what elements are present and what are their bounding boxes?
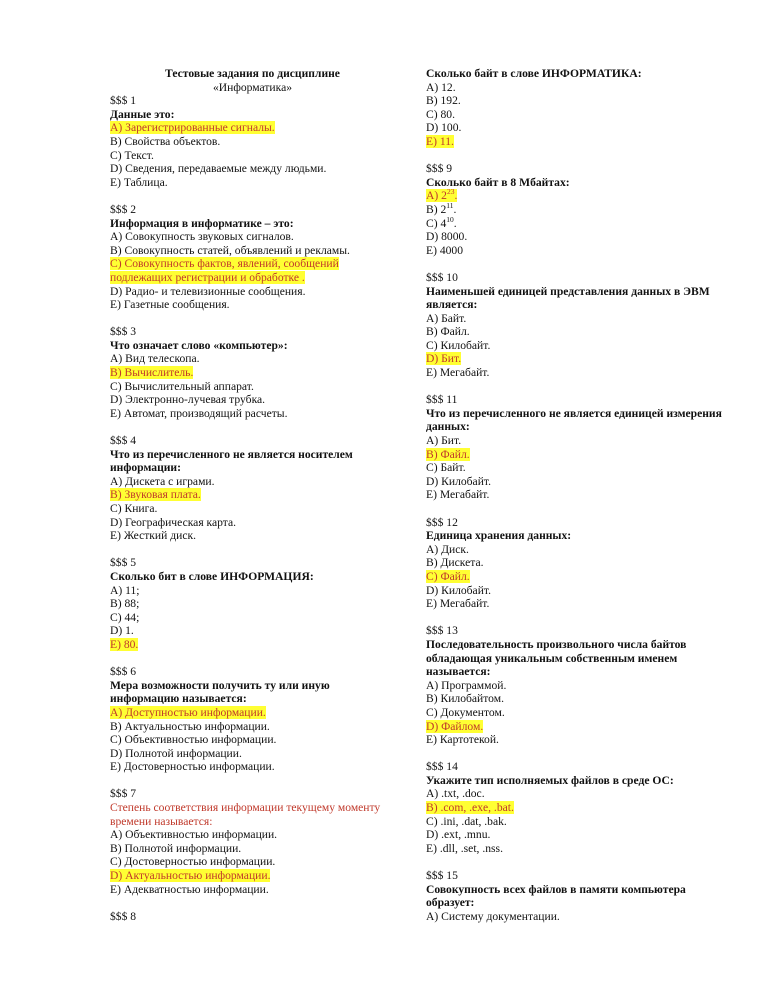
question-text: Наименьшей единицей представления данных в ЭВМ является: <box>426 284 710 312</box>
answer-e: E) 4000 <box>426 243 464 257</box>
answer-c: C) Документом. <box>426 705 505 719</box>
answer-e-correct: E) 11. <box>426 134 454 148</box>
question-number: $$$ 3 <box>110 325 137 339</box>
answer-d: D) Килобайт. <box>426 583 491 597</box>
answer-b-correct: B) Звуковая плата. <box>110 488 201 502</box>
question-number: $$$ 9 <box>426 162 453 176</box>
answer-b-correct: B) .com, .exe, .bat. <box>426 801 514 815</box>
answer-a-correct: A) Доступностью информации. <box>110 705 266 719</box>
answer-b: B) Совокупность статей, объявлений и рекламы. <box>110 243 350 257</box>
title-line-2: «Информатика» <box>212 80 293 94</box>
question-number: $$$ 12 <box>426 515 458 529</box>
question-11 <box>426 393 726 502</box>
question-number: $$$ 2 <box>110 202 137 216</box>
question-number: $$$ 11 <box>426 393 458 407</box>
answer-e: E) .dll, .set, .nss. <box>426 841 503 855</box>
answer-e: E) Автомат, производящий расчеты. <box>110 406 288 420</box>
question-3 <box>110 325 395 420</box>
answer-d: D) Географическая карта. <box>110 515 237 529</box>
answer-e: E) Адекватностью информации. <box>110 882 269 896</box>
answer-c: C) .ini, .dat, .bak. <box>426 814 507 828</box>
question-number: $$$ 4 <box>110 434 137 448</box>
answer-c: C) Текст. <box>110 148 154 162</box>
answer-b: B) $2^{11}$. <box>426 201 457 216</box>
answer-a: A) Диск. <box>426 542 469 556</box>
answer-d: D) .ext, .mnu. <box>426 828 491 842</box>
question-text: Сколько бит в слове ИНФОРМАЦИЯ: <box>110 569 314 583</box>
question-15 <box>426 869 726 923</box>
answer-a: A) Систему документации. <box>426 909 560 923</box>
answer-e: E) Картотекой. <box>426 733 499 747</box>
question-14 <box>426 760 726 855</box>
answer-a: A) Программой. <box>426 678 507 692</box>
right-column <box>426 67 726 923</box>
answer-e: E) Жесткий диск. <box>110 529 197 543</box>
answer-e-correct: E) 80. <box>110 637 139 651</box>
answer-a: A) 12. <box>426 80 456 94</box>
question-number: $$$ 7 <box>110 787 137 801</box>
answer-c: C) Килобайт. <box>426 338 491 352</box>
question-text: Данные это: <box>110 107 175 121</box>
answer-a: A) Вид телескопа. <box>110 352 200 366</box>
answer-e: E) Таблица. <box>110 175 168 189</box>
document-title <box>110 67 395 94</box>
question-7 <box>110 787 395 896</box>
answer-b: B) Полнотой информации. <box>110 841 242 855</box>
answer-d: D) 100. <box>426 121 462 135</box>
question-10 <box>426 271 726 380</box>
question-text: Степень соответствия информации текущему моменту времени называется: <box>110 801 381 828</box>
answer-a: A) .txt, .doc. <box>426 787 485 801</box>
answer-c-correct: C) Файл. <box>426 569 470 583</box>
question-text: Сколько байт в слове ИНФОРМАТИКА: <box>426 67 642 80</box>
question-8 <box>426 67 726 149</box>
question-1 <box>110 94 395 189</box>
question-text: Единица хранения данных: <box>426 529 572 543</box>
question-text: Информация в информатике – это: <box>110 216 294 230</box>
answer-c: C) $4^{10}$. <box>426 214 457 230</box>
answer-c: C) Объективностью информации. <box>110 733 277 747</box>
answer-e: E) Газетные сообщения. <box>110 298 230 312</box>
answer-d-correct: D) Файлом. <box>426 719 484 733</box>
question-number: $$$ 1 <box>110 94 137 108</box>
question-number: $$$ 14 <box>426 760 458 774</box>
answer-a: A) Объективностью информации. <box>110 828 278 842</box>
answer-a: A) Байт. <box>426 311 467 325</box>
answer-e: E) Мегабайт. <box>426 597 490 611</box>
question-text: Что из перечисленного не является носителем информации: <box>110 447 353 475</box>
answer-d: D) Полнотой информации. <box>110 746 242 760</box>
answer-b: B) Килобайтом. <box>426 692 504 706</box>
answer-d-correct: D) Бит. <box>426 352 462 366</box>
answer-b: B) Дискета. <box>426 556 484 570</box>
answer-d: D) Радио- и телевизионные сообщения. <box>110 284 306 298</box>
answer-b: B) Файл. <box>426 325 470 339</box>
answer-b-correct: B) Вычислитель. <box>110 366 194 380</box>
answer-a: A) 11; <box>110 583 140 597</box>
answer-b: B) Актуальностью информации. <box>110 719 270 733</box>
title-line-1: Тестовые задания по дисциплине <box>165 67 340 80</box>
question-number: $$$ 13 <box>426 624 458 638</box>
answer-b: B) 88; <box>110 597 140 611</box>
answer-a-correct: A) $2^{23}$. <box>426 187 458 203</box>
question-4 <box>110 434 395 543</box>
answer-b: B) 192. <box>426 94 461 108</box>
answer-a: A) Совокупность звуковых сигналов. <box>110 230 294 244</box>
question-number: $$$ 6 <box>110 665 137 679</box>
answer-a: A) Дискета с играми. <box>110 474 215 488</box>
question-text: Последовательность произвольного числа байтов обладающая уникальным собственным именем называется: <box>426 637 687 679</box>
answer-d: D) Сведения, передаваемые между людьми. <box>110 162 327 176</box>
answer-c: C) 80. <box>426 107 455 121</box>
question-text: Совокупность всех файлов в памяти компьютера образует: <box>426 882 686 910</box>
question-9 <box>426 162 726 257</box>
question-text: Укажите тип исполняемых файлов в среде ОС: <box>426 773 674 787</box>
question-13 <box>426 624 726 746</box>
answer-c: C) 44; <box>110 610 140 624</box>
question-number: $$$ 10 <box>426 270 458 284</box>
question-6 <box>110 665 395 774</box>
answer-a: A) Бит. <box>426 434 462 448</box>
answer-c: C) Байт. <box>426 461 466 475</box>
answer-a-correct: A) Зарегистрированные сигналы. <box>110 121 275 135</box>
question-text: Что означает слово «компьютер»: <box>110 338 288 352</box>
answer-c: C) Книга. <box>110 502 158 515</box>
answer-e: E) Мегабайт. <box>426 488 490 502</box>
question-5 <box>110 556 395 651</box>
answer-c: C) Вычислительный аппарат. <box>110 379 254 393</box>
question-text: Мера возможности получить ту или иную информацию называется: <box>110 678 330 706</box>
left-column <box>110 67 395 923</box>
question-text: Что из перечисленного не является единицей измерения данных: <box>426 406 722 434</box>
answer-b-correct: B) Файл. <box>426 447 470 461</box>
answer-d: D) 1. <box>110 624 134 638</box>
question-12 <box>426 516 726 611</box>
answer-e: E) Достоверностью информации. <box>110 760 275 774</box>
answer-d-correct: D) Актуальностью информации. <box>110 869 271 883</box>
answer-d: D) Электронно-лучевая трубка. <box>110 393 266 407</box>
answer-e: E) Мегабайт. <box>426 366 490 380</box>
question-number: $$$ 5 <box>110 556 137 570</box>
question-8-number: $$$ 8 <box>110 909 137 923</box>
answer-d: D) 8000. <box>426 230 468 244</box>
question-number: $$$ 15 <box>426 869 458 883</box>
answer-b: B) Свойства объектов. <box>110 134 221 148</box>
question-text: Сколько байт в 8 Мбайтах: <box>426 175 570 189</box>
answer-c: C) Достоверностью информации. <box>110 855 276 869</box>
question-2 <box>110 203 395 312</box>
answer-d: D) Килобайт. <box>426 474 491 488</box>
answer-c-correct: C) Совокупность фактов, явлений, сообщений подлежащих регистрации и обработке . <box>110 257 339 284</box>
